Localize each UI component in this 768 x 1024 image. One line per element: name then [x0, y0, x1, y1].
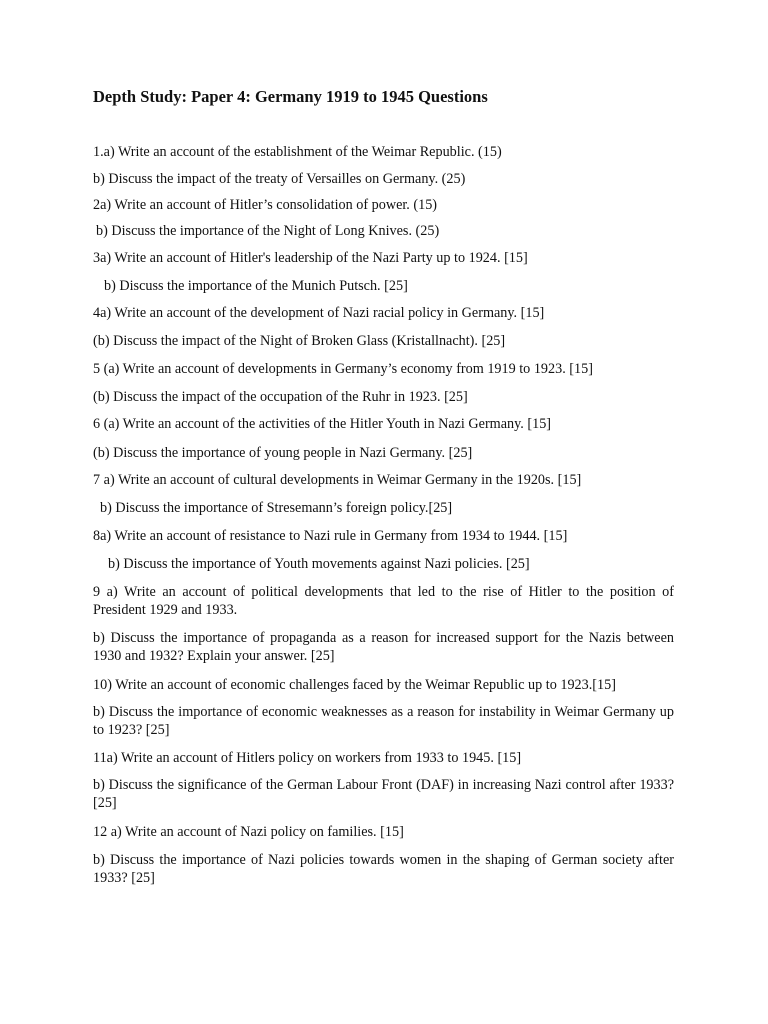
question-9b: b) Discuss the importance of propaganda as a reason for increased support for the Nazis between 1930 and 1932? Explain your answer. [25] — [93, 630, 674, 664]
question-11b: b) Discuss the significance of the German Labour Front (DAF) in increasing Nazi control after 1933? [25] — [93, 777, 674, 811]
question-3b: b) Discuss the importance of the Munich Putsch. [25] — [104, 278, 408, 294]
question-8a: 8a) Write an account of resistance to Nazi rule in Germany from 1934 to 1944. [15] — [93, 528, 568, 544]
question-6b: (b) Discuss the importance of young people in Nazi Germany. [25] — [93, 445, 473, 461]
question-9a: 9 a) Write an account of political developments that led to the rise of Hitler to the position of President 1929 and 1933. — [93, 584, 674, 618]
question-1a: 1.a) Write an account of the establishment of the Weimar Republic. (15) — [93, 144, 502, 160]
question-5a: 5 (a) Write an account of developments in Germany’s economy from 1919 to 1923. [15] — [93, 361, 593, 377]
page-title: Depth Study: Paper 4: Germany 1919 to 1945 Questions — [93, 87, 488, 106]
question-10a: 10) Write an account of economic challenges faced by the Weimar Republic up to 1923.[15] — [93, 677, 616, 693]
question-11a: 11a) Write an account of Hitlers policy on workers from 1933 to 1945. [15] — [93, 750, 522, 766]
question-12b: b) Discuss the importance of Nazi policies towards women in the shaping of German society after 1933? [25] — [93, 852, 674, 886]
question-2a: 2a) Write an account of Hitler’s consolidation of power. (15) — [93, 197, 438, 213]
question-12a: 12 a) Write an account of Nazi policy on families. [15] — [93, 824, 404, 840]
question-5b: (b) Discuss the impact of the occupation of the Ruhr in 1923. [25] — [93, 389, 468, 405]
question-2b: b) Discuss the importance of the Night of Long Knives. (25) — [96, 223, 440, 239]
question-4b: (b) Discuss the impact of the Night of Broken Glass (Kristallnacht). [25] — [93, 333, 506, 349]
question-8b: b) Discuss the importance of Youth movements against Nazi policies. [25] — [108, 556, 530, 572]
question-6a: 6 (a) Write an account of the activities of the Hitler Youth in Nazi Germany. [15] — [93, 416, 552, 432]
question-10b: b) Discuss the importance of economic weaknesses as a reason for instability in Weimar Germany up to 1923? [25] — [93, 704, 674, 738]
question-7a: 7 a) Write an account of cultural developments in Weimar Germany in the 1920s. [15] — [93, 472, 582, 488]
question-7b: b) Discuss the importance of Stresemann’s foreign policy.[25] — [100, 500, 453, 516]
question-4a: 4a) Write an account of the development of Nazi racial policy in Germany. [15] — [93, 305, 545, 321]
question-3a: 3a) Write an account of Hitler's leadership of the Nazi Party up to 1924. [15] — [93, 250, 528, 266]
question-1b: b) Discuss the impact of the treaty of Versailles on Germany. (25) — [93, 171, 466, 187]
